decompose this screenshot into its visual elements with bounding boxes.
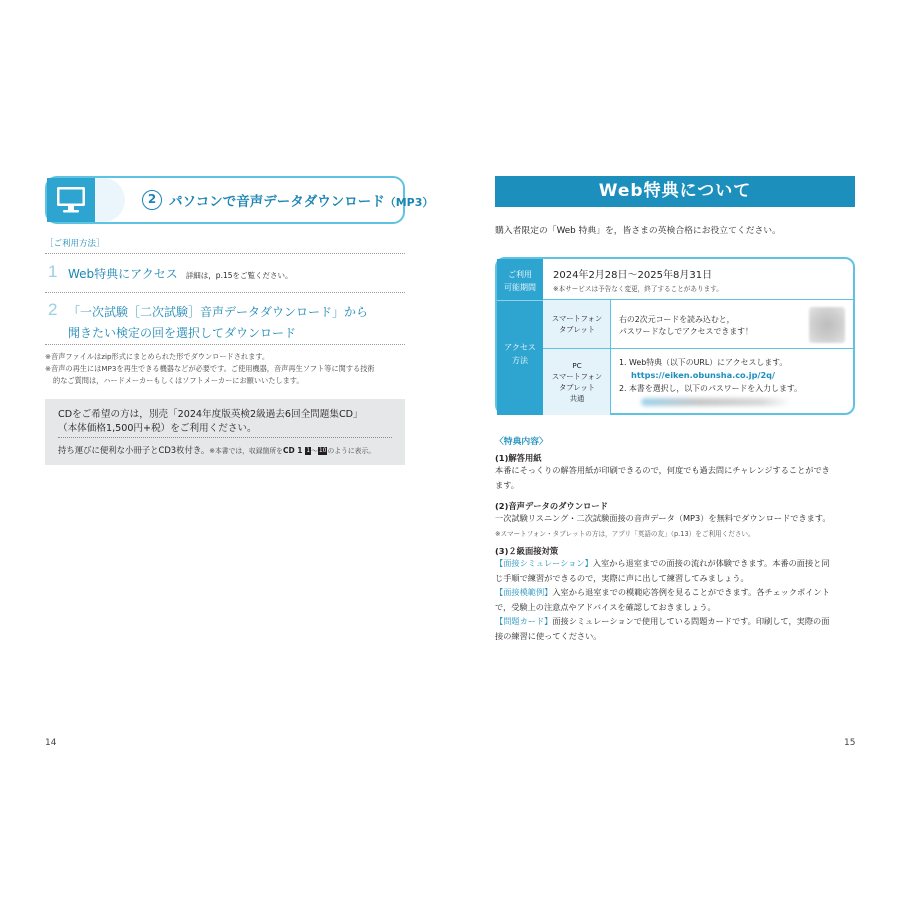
device-label-line: タブレット bbox=[558, 325, 596, 334]
access-header-line-1: アクセス bbox=[504, 343, 536, 352]
note-line: ※音声ファイルはzip形式にまとめられた形でダウンロードされます。 bbox=[45, 352, 270, 361]
cd-sub-note-prefix: ※本書では，収録箇所を bbox=[209, 447, 283, 455]
note-line: ※音声の再生にはMP3を再生できる機器などが必要です。ご使用機器，音声再生ソフト等に関する技術 bbox=[45, 364, 375, 373]
item-heading: (2)音声データのダウンロード bbox=[495, 501, 608, 511]
section-icon-box bbox=[47, 178, 95, 222]
device-label bbox=[543, 360, 611, 404]
item-text: 入室から退室までの模範応答例を見ることができます。各チェックポイント bbox=[552, 587, 830, 598]
available-dates: 2024年2月28日～2025年8月31日 bbox=[553, 270, 713, 281]
step-note: 詳細は，p.15をご覧ください。 bbox=[185, 271, 293, 280]
qr-code-blurred[interactable] bbox=[809, 307, 845, 343]
step-text bbox=[68, 302, 368, 344]
tilde: ～ bbox=[311, 447, 318, 455]
item-body-line bbox=[495, 585, 830, 600]
smartphone-label-cell bbox=[543, 300, 611, 349]
section-title bbox=[169, 190, 433, 210]
notes bbox=[45, 351, 410, 387]
note-line: 的なご質問は，ハードメーカーもしくはソフトメーカーにお願いいたします。 bbox=[53, 376, 304, 385]
section-number: 2 bbox=[142, 190, 162, 210]
item-heading: (3)２級面接対策 bbox=[495, 546, 559, 556]
cd-info-box bbox=[45, 399, 405, 465]
item-body-line: 接の練習に使ってください。 bbox=[495, 630, 602, 641]
cd-sub-note-suffix: のように表示。 bbox=[327, 447, 376, 455]
device-label-line: スマートフォン bbox=[551, 372, 603, 381]
item-body-line: じ手順で練習ができるので，実際に声に出して練習してみましょう。 bbox=[495, 572, 749, 583]
item-body-line: 本番にそっくりの解答用紙が印刷できるので，何度でも過去問にチャレンジすることができ bbox=[495, 465, 830, 475]
step-line-1: 「一次試験［二次試験］音声データダウンロード」から bbox=[68, 305, 369, 319]
intro-text: 購入者限定の「Web 特典」を，皆さまの英検合格にお役立てください。 bbox=[495, 226, 781, 236]
item-note: ※スマートフォン・タブレットの方は，アプリ「英語の友」（p.13）をご利用ください。 bbox=[495, 530, 755, 538]
cd-sub-main: 持ち運びに便利な小冊子とCD3枚付き。 bbox=[58, 445, 210, 455]
page-number: 15 bbox=[844, 738, 856, 748]
item-body-line: 一次試験リスニング・二次試験面接の音声データ（MP3）を無料でダウンロードできます。 bbox=[495, 513, 831, 523]
item-body-line: で，受験上の注意点やアドバイスを確認しておきましょう。 bbox=[495, 601, 716, 612]
dates-note: ※本サービスは予告なく変更，終了することがあります。 bbox=[553, 285, 723, 293]
question-card-tag: 【問題カード】 bbox=[495, 616, 553, 627]
cd-label: CD 1 bbox=[282, 446, 303, 455]
item-body bbox=[495, 463, 830, 492]
access-table bbox=[495, 257, 855, 415]
item-text: 入室から退室までの面接の流れが体験できます。本番の面接と同 bbox=[592, 558, 830, 568]
divider bbox=[45, 344, 405, 345]
device-label bbox=[543, 313, 611, 335]
divider bbox=[45, 253, 405, 254]
monitor-icon bbox=[55, 185, 87, 215]
track-start-badge: 1 bbox=[306, 447, 311, 454]
device-label-line: スマートフォン bbox=[551, 314, 603, 323]
item-body-line: ます。 bbox=[495, 479, 519, 490]
page-number: 14 bbox=[45, 738, 57, 748]
item-heading: (1)解答用紙 bbox=[495, 453, 542, 463]
access-header bbox=[497, 341, 543, 367]
divider bbox=[45, 292, 405, 293]
pc-step-2: 2. 本書を選択し，以下のパスワードを入力します。 bbox=[619, 384, 803, 393]
step-line-2: 聞きたい検定の回を選択してダウンロード bbox=[68, 326, 297, 340]
device-label-line: 共通 bbox=[569, 394, 585, 403]
qr-instructions bbox=[619, 314, 753, 338]
url-access-cell bbox=[611, 349, 855, 415]
web-url-link[interactable]: https://eiken.obunsha.co.jp/2q/ bbox=[631, 370, 775, 380]
page-title: Web特典について bbox=[495, 176, 855, 207]
qr-access-cell bbox=[611, 300, 855, 349]
qr-line-2: パスワードなしでアクセスできます！ bbox=[619, 327, 753, 336]
table-header-column bbox=[497, 259, 543, 415]
pc-label-cell bbox=[543, 349, 611, 415]
item-text: 面接シミュレーションで使用している問題カードです。印刷して，実際の面 bbox=[552, 616, 830, 627]
device-label-line: タブレット bbox=[558, 383, 596, 392]
step-text bbox=[68, 264, 293, 286]
section-title-main: パソコンで音声データダウンロード bbox=[169, 194, 385, 210]
divider bbox=[58, 437, 392, 438]
period-row bbox=[543, 259, 855, 300]
item-body-line bbox=[495, 556, 830, 571]
step-number: 2 bbox=[48, 300, 58, 319]
period-header-line-2: 可能期間 bbox=[504, 283, 536, 292]
model-answer-tag: 【面接模範例】 bbox=[495, 587, 553, 598]
step-number: 1 bbox=[48, 262, 58, 281]
usage-label: ［ご利用方法］ bbox=[45, 239, 105, 249]
step-label: Web特典にアクセス bbox=[68, 267, 178, 281]
cd-info-sub bbox=[58, 444, 375, 456]
period-header-line-1: ご利用 bbox=[508, 270, 532, 279]
divider bbox=[497, 300, 543, 301]
right-page bbox=[450, 0, 900, 900]
item-body bbox=[495, 556, 830, 644]
item-body-line bbox=[495, 614, 830, 629]
period-header bbox=[497, 268, 543, 294]
section-header-notch bbox=[95, 178, 125, 222]
pc-step-1: 1. Web特典（以下のURL）にアクセスします。 bbox=[619, 358, 788, 367]
qr-line-1: 右の2次元コードを読み込むと， bbox=[619, 315, 735, 324]
section-title-format: （MP3） bbox=[384, 196, 434, 209]
cd-info-text bbox=[58, 408, 363, 436]
interview-simulation-tag: 【面接シミュレーション】 bbox=[495, 558, 593, 568]
track-end-badge: 10 bbox=[318, 447, 327, 454]
access-header-line-2: 方法 bbox=[512, 356, 528, 365]
section-header bbox=[45, 176, 434, 224]
device-label-line: PC bbox=[572, 361, 582, 370]
cd-info-line-2: （本体価格1,500円+税）をご利用ください。 bbox=[58, 423, 257, 434]
contents-heading: 〈特典内容〉 bbox=[495, 437, 548, 447]
cd-info-line-1: CDをご希望の方は，別売「2024年度版英検2級過去6回全問題集CD」 bbox=[58, 409, 363, 420]
password-blurred bbox=[641, 398, 791, 406]
